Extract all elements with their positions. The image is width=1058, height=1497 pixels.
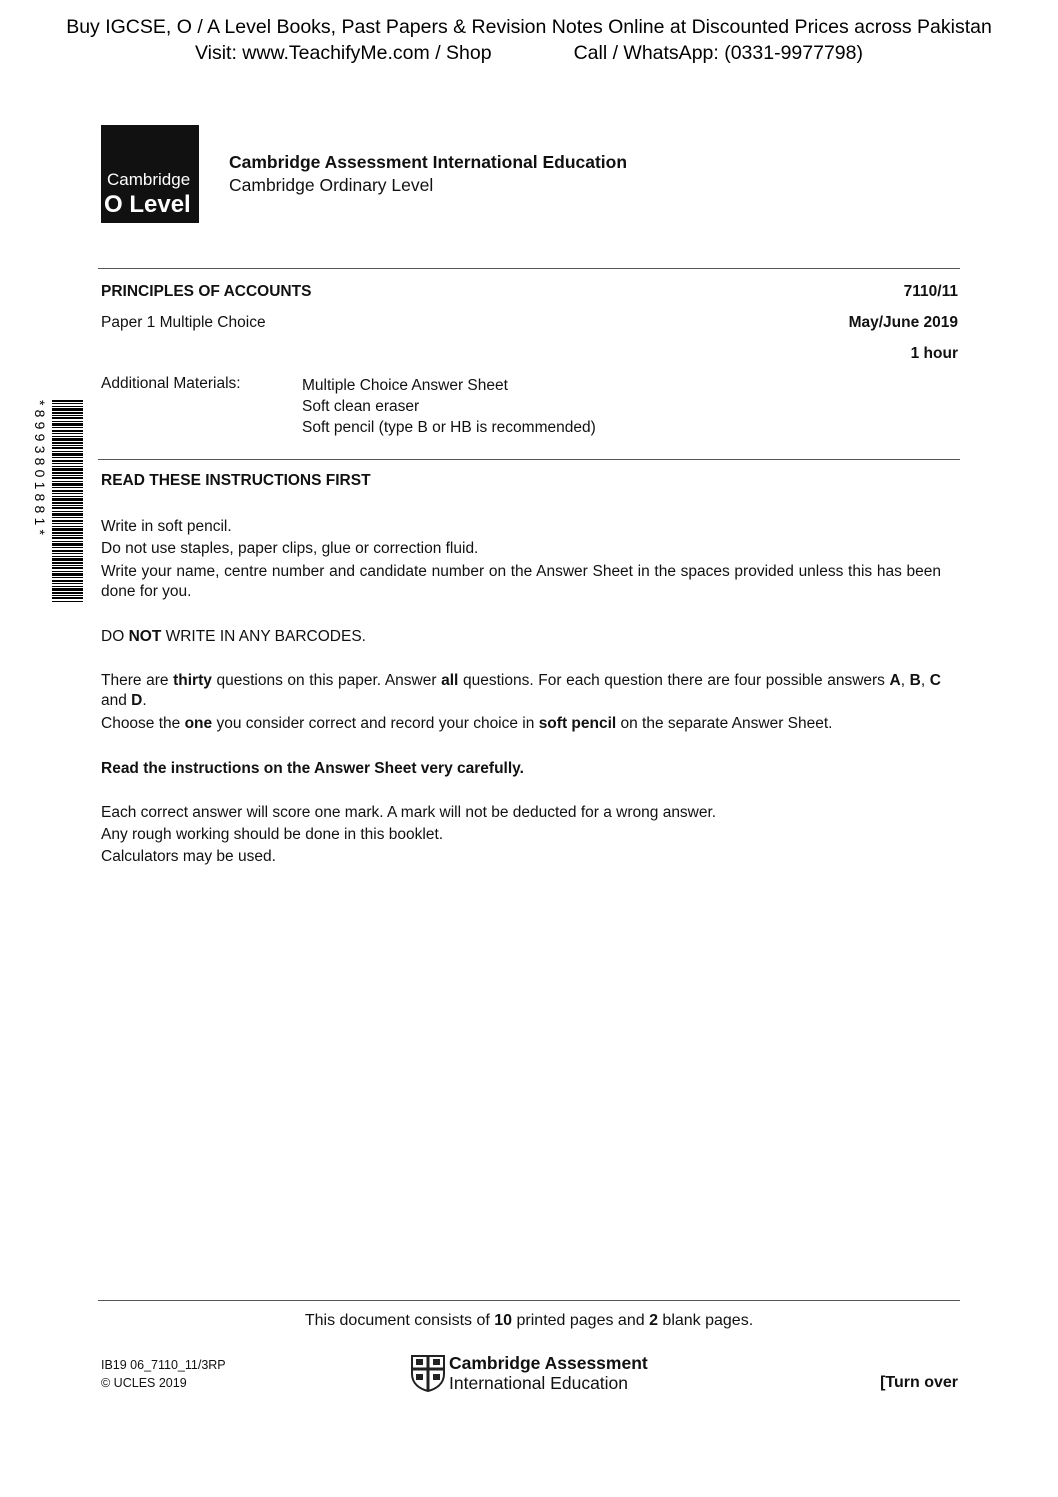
barcode-bar [52,442,83,444]
barcode-bar [52,573,83,576]
footer-org-line2: International Education [449,1373,629,1393]
barcode-bar [52,507,83,509]
barcode-bar [52,562,83,564]
barcode-bar [52,490,83,492]
promo-contact-line [0,42,1058,65]
barcode-bar [52,436,83,437]
document-reference: IB19 06_7110_11/3RP [101,1358,226,1372]
barcode-bar [52,430,83,432]
barcode-bar [52,571,83,572]
barcode-number: *8993801881* [32,400,48,540]
logo-line2: O Level [104,191,191,218]
barcode-bar [52,513,83,516]
barcode-bar [52,438,83,441]
barcode-warning: DO NOT WRITE IN ANY BARCODES. [101,628,366,645]
barcode-bar [52,447,83,449]
footer-org-line1: Cambridge Assessment [449,1353,648,1373]
barcode-bar [52,406,83,407]
promo-call: Call / WhatsApp: (0331-9977798) [573,42,863,64]
barcode-bar [52,535,83,536]
logo-line1: Cambridge [107,170,191,189]
barcode-bar [52,423,83,426]
barcode-bar [52,556,83,557]
barcode-bar [52,592,83,594]
instruction-line: Write your name, centre number and candidate number on the Answer Sheet in the spaces provided unless this has been done for you. [101,563,941,600]
barcode-bar [52,601,83,602]
materials-list [302,375,596,438]
barcode-bar [52,586,83,587]
barcode-bar [52,483,83,486]
barcode-bar [52,472,83,474]
barcode-bar [52,408,83,411]
barcode-bar [52,558,83,561]
choose-instruction: Choose the one you consider correct and record your choice in soft pencil on the separate Answer Sheet. [101,715,833,732]
subject-title: PRINCIPLES OF ACCOUNTS [101,283,312,300]
barcode-bar [52,597,83,599]
barcode-bar [52,415,83,416]
barcode-bar [52,532,83,534]
organisation-name: Cambridge Assessment International Education [229,152,628,172]
paper-code: 7110/11 [903,283,958,300]
barcode-bar [52,520,83,522]
instruction-line: Do not use staples, paper clips, glue or correction fluid. [101,540,479,557]
materials-label: Additional Materials: [101,375,241,392]
barcode-bar [52,505,83,506]
barcode-bar [52,511,83,512]
header-rule [98,268,960,269]
barcode-bar [52,537,83,539]
barcode-bar [52,577,83,578]
marking-line: Any rough working should be done in this booklet. [101,826,444,843]
barcode-bar [52,460,83,462]
copyright: © UCLES 2019 [101,1376,187,1390]
barcode-bar [52,523,83,524]
barcode-bar [52,553,83,554]
cambridge-crest-icon [410,1354,446,1392]
exam-duration: 1 hour [910,345,958,362]
barcode-bar [52,466,83,467]
barcode-bar [52,403,83,404]
barcode-bar [52,550,83,552]
barcode-bar [52,526,83,527]
paper-name: Paper 1 Multiple Choice [101,314,266,331]
barcode-bar [52,487,83,488]
barcode-bar [52,517,83,518]
barcode-bar [52,528,83,531]
promo-visit: Visit: www.TeachifyMe.com / Shop [194,42,492,64]
barcode-bar [52,543,83,546]
marking-line: Calculators may be used. [101,848,276,865]
barcode-bar [52,417,83,419]
barcode-bar [52,468,83,471]
barcode-bar [52,541,83,542]
exam-session: May/June 2019 [848,314,958,331]
barcode-bar [52,427,83,428]
barcode-bar [52,457,83,458]
instruction-line: Write in soft pencil. [101,518,232,535]
barcode-bar [52,445,83,446]
instructions-heading: READ THESE INSTRUCTIONS FIRST [101,472,371,489]
promo-banner-line: Buy IGCSE, O / A Level Books, Past Papers & Revision Notes Online at Discounted Prices across Pakistan [66,16,992,38]
barcode-bar [52,463,83,464]
barcode-bar [52,583,83,584]
barcode-bar [52,433,83,434]
barcode-bar [52,451,83,452]
barcode-bar [52,493,83,494]
barcode-bar [52,547,83,548]
barcode-bar [52,496,83,497]
cambridge-o-level-logo [101,125,199,223]
barcode-bar [52,421,83,422]
material-item: Multiple Choice Answer Sheet [302,377,508,394]
barcode-bar [52,477,83,479]
barcode-bar [52,580,83,582]
barcode-bar [52,565,83,566]
barcode-bar [52,498,83,501]
footer-rule [98,1300,960,1301]
barcode-bar [52,453,83,456]
material-item: Soft pencil (type B or HB is recommended) [302,419,596,436]
barcode-bar [52,595,83,596]
barcode-bar [52,400,83,402]
instructions-rule [98,459,960,460]
barcode-bar [52,412,83,414]
barcode-bar [52,475,83,476]
turn-over: [Turn over [880,1374,958,1391]
candidate-barcode [30,398,85,604]
material-item: Soft clean eraser [302,398,420,415]
barcode-bar [52,567,83,569]
read-answer-sheet: Read the instructions on the Answer Sheet very carefully. [101,760,524,777]
barcode-bar [52,502,83,504]
question-info: There are thirty questions on this paper. Answer all questions. For each question there are four possible answers A, B, C and D. [101,672,941,709]
marking-line: Each correct answer will score one mark. A mark will not be deducted for a wrong answer. [101,804,717,821]
barcode-bar [52,481,83,482]
qualification-level: Cambridge Ordinary Level [229,175,434,195]
barcode-bar [52,588,83,591]
page-count: This document consists of 10 printed pages and 2 blank pages. [304,1312,754,1329]
